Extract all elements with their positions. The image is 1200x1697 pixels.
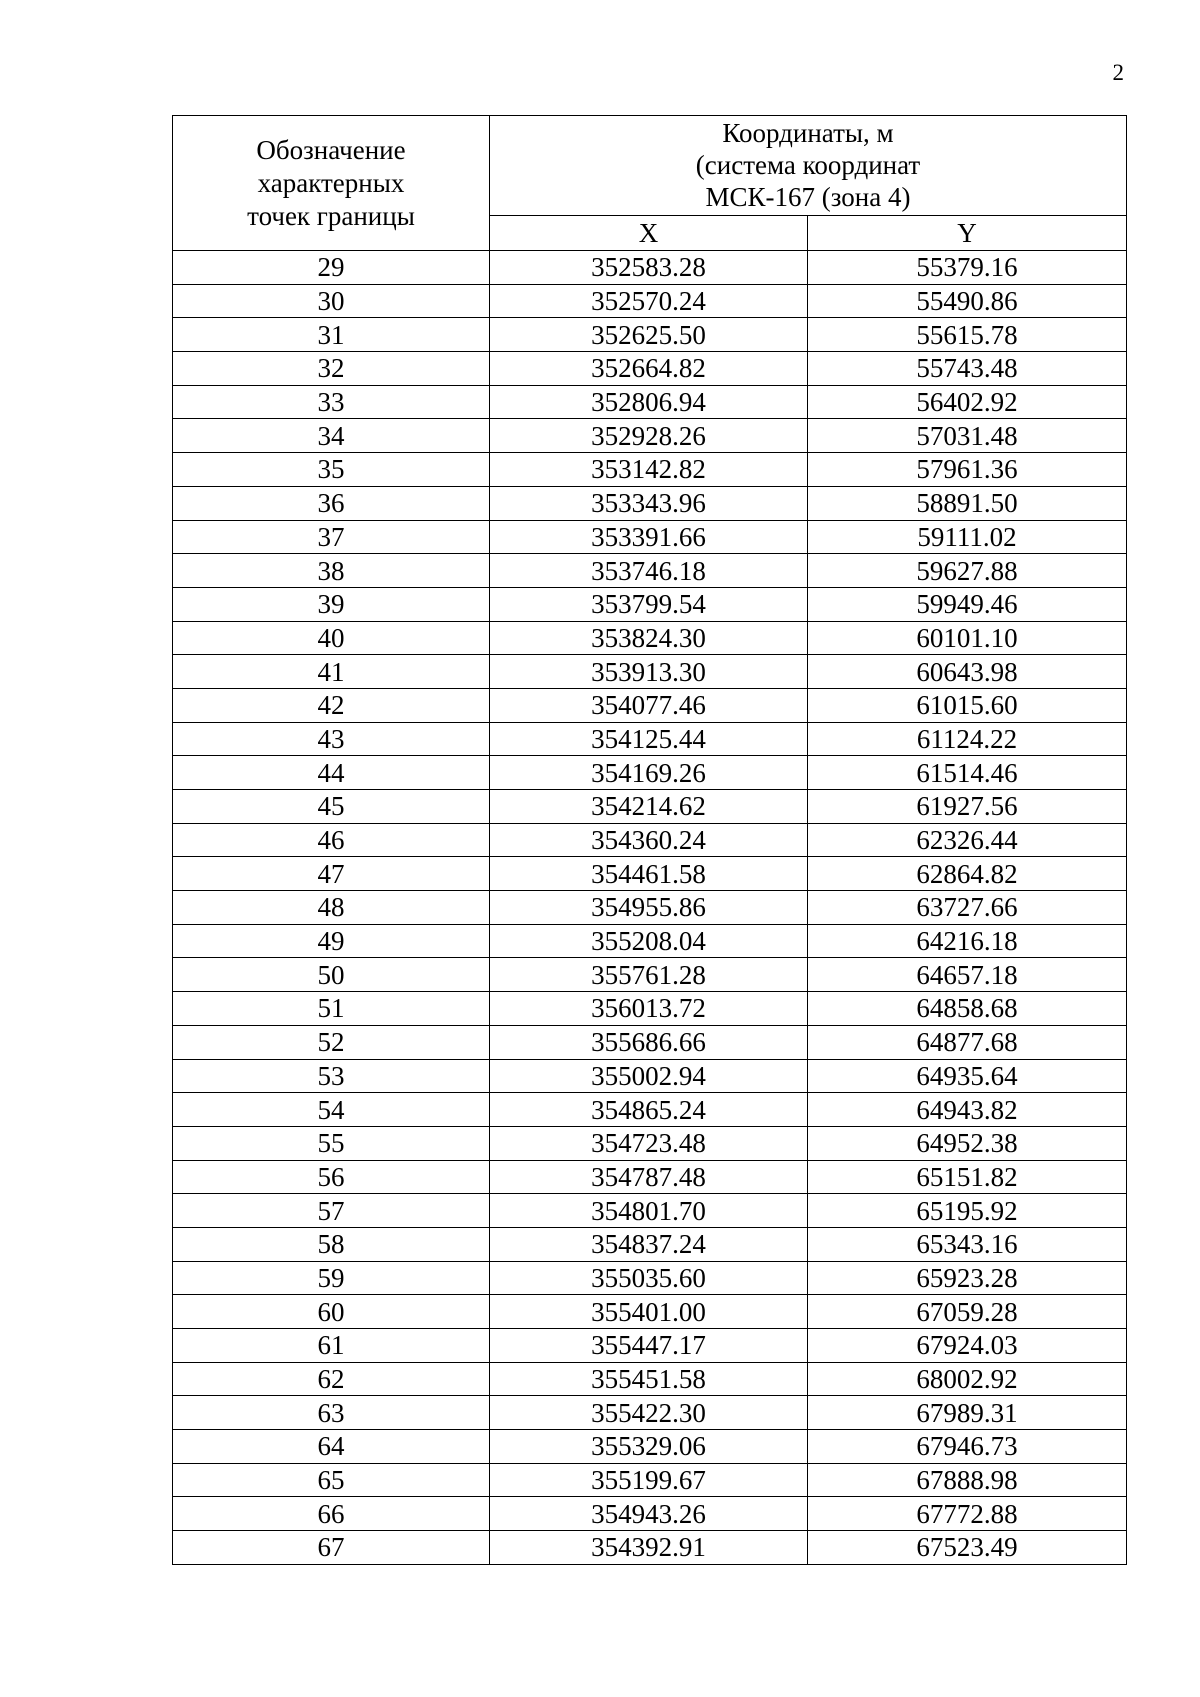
y-coordinate-cell: 64216.18 [808,924,1127,958]
x-coordinate-cell: 353391.66 [490,520,808,554]
y-coordinate-cell: 64877.68 [808,1025,1127,1059]
y-coordinate-cell: 63727.66 [808,891,1127,925]
point-cell: 49 [173,924,490,958]
point-cell: 41 [173,655,490,689]
point-cell: 48 [173,891,490,925]
x-coordinate-cell: 352928.26 [490,419,808,453]
x-coordinate-cell: 354077.46 [490,688,808,722]
x-coordinate-cell: 355422.30 [490,1396,808,1430]
y-coordinate-cell: 55490.86 [808,284,1127,318]
table-row [173,891,1127,925]
y-coordinate-cell: 65195.92 [808,1194,1127,1228]
table-row [173,621,1127,655]
table-row [173,722,1127,756]
y-coordinate-cell: 57961.36 [808,453,1127,487]
table-row [173,1396,1127,1430]
point-cell: 65 [173,1463,490,1497]
table-row [173,419,1127,453]
y-coordinate-cell: 56402.92 [808,385,1127,419]
table-row [173,1059,1127,1093]
x-coordinate-cell: 353746.18 [490,554,808,588]
table-row [173,992,1127,1026]
x-coordinate-cell: 354125.44 [490,722,808,756]
x-coordinate-cell: 355451.58 [490,1362,808,1396]
table-row [173,284,1127,318]
y-coordinate-cell: 62864.82 [808,857,1127,891]
table-row [173,1194,1127,1228]
x-coordinate-cell: 354787.48 [490,1160,808,1194]
point-cell: 46 [173,823,490,857]
point-cell: 53 [173,1059,490,1093]
table-row [173,486,1127,520]
table-row [173,1261,1127,1295]
y-coordinate-cell: 55379.16 [808,251,1127,285]
coordinates-table [172,115,1127,1565]
x-coordinate-cell: 353824.30 [490,621,808,655]
x-coordinate-cell: 354943.26 [490,1497,808,1531]
table-row [173,554,1127,588]
point-cell: 62 [173,1362,490,1396]
y-coordinate-cell: 60643.98 [808,655,1127,689]
point-cell: 56 [173,1160,490,1194]
point-cell: 59 [173,1261,490,1295]
point-cell: 36 [173,486,490,520]
x-coordinate-cell: 355002.94 [490,1059,808,1093]
y-coordinate-cell: 62326.44 [808,823,1127,857]
y-coordinate-cell: 64858.68 [808,992,1127,1026]
table-row [173,1463,1127,1497]
coordinates-header-line-3: МСК-167 (зона 4) [705,182,911,213]
point-cell: 42 [173,688,490,722]
table-body [173,251,1127,1565]
table-row [173,1531,1127,1565]
table-row [173,688,1127,722]
table-row [173,1497,1127,1531]
y-coordinate-cell: 67924.03 [808,1329,1127,1363]
table-row [173,857,1127,891]
x-coordinate-cell: 354169.26 [490,756,808,790]
x-coordinate-cell: 355686.66 [490,1025,808,1059]
table-row [173,453,1127,487]
point-cell: 60 [173,1295,490,1329]
x-coordinate-cell: 353343.96 [490,486,808,520]
table-row [173,1126,1127,1160]
x-coordinate-cell: 355329.06 [490,1430,808,1464]
point-cell: 37 [173,520,490,554]
point-cell: 58 [173,1227,490,1261]
point-cell: 55 [173,1126,490,1160]
y-coordinate-cell: 55743.48 [808,352,1127,386]
x-coordinate-cell: 353142.82 [490,453,808,487]
table-row [173,1329,1127,1363]
x-coordinate-cell: 353799.54 [490,587,808,621]
header-row-top [173,116,1127,216]
x-coordinate-cell: 354837.24 [490,1227,808,1261]
x-coordinate-cell: 354360.24 [490,823,808,857]
x-coordinate-cell: 354723.48 [490,1126,808,1160]
x-coordinate-cell: 352664.82 [490,352,808,386]
table-row [173,823,1127,857]
y-coordinate-cell: 67059.28 [808,1295,1127,1329]
point-cell: 39 [173,587,490,621]
table-row [173,352,1127,386]
table-row [173,385,1127,419]
x-column-header: X [490,215,808,250]
point-cell: 30 [173,284,490,318]
point-cell: 35 [173,453,490,487]
point-cell: 63 [173,1396,490,1430]
y-coordinate-cell: 64935.64 [808,1059,1127,1093]
y-coordinate-cell: 57031.48 [808,419,1127,453]
table-row [173,1430,1127,1464]
y-coordinate-cell: 67772.88 [808,1497,1127,1531]
point-cell: 45 [173,790,490,824]
x-coordinate-cell: 354461.58 [490,857,808,891]
table-row [173,1362,1127,1396]
point-cell: 44 [173,756,490,790]
y-coordinate-cell: 67523.49 [808,1531,1127,1565]
y-coordinate-cell: 61927.56 [808,790,1127,824]
point-cell: 32 [173,352,490,386]
y-coordinate-cell: 67989.31 [808,1396,1127,1430]
x-coordinate-cell: 352570.24 [490,284,808,318]
designation-header-line-3: точек границы [247,200,415,231]
point-cell: 43 [173,722,490,756]
x-coordinate-cell: 355199.67 [490,1463,808,1497]
point-cell: 51 [173,992,490,1026]
point-cell: 54 [173,1093,490,1127]
x-coordinate-cell: 354392.91 [490,1531,808,1565]
table-row [173,1295,1127,1329]
y-coordinate-cell: 67888.98 [808,1463,1127,1497]
coordinates-header-line-1: Координаты, м [722,118,894,149]
y-coordinate-cell: 59627.88 [808,554,1127,588]
point-cell: 67 [173,1531,490,1565]
y-coordinate-cell: 55615.78 [808,318,1127,352]
point-cell: 64 [173,1430,490,1464]
x-coordinate-cell: 355761.28 [490,958,808,992]
designation-header-line-1: Обозначение [256,134,406,165]
y-coordinate-cell: 61015.60 [808,688,1127,722]
y-coordinate-cell: 60101.10 [808,621,1127,655]
table-row [173,251,1127,285]
point-cell: 38 [173,554,490,588]
x-coordinate-cell: 355447.17 [490,1329,808,1363]
x-coordinate-cell: 355401.00 [490,1295,808,1329]
x-coordinate-cell: 354955.86 [490,891,808,925]
point-cell: 40 [173,621,490,655]
table-row [173,924,1127,958]
x-coordinate-cell: 352583.28 [490,251,808,285]
y-coordinate-cell: 65343.16 [808,1227,1127,1261]
table-row [173,1160,1127,1194]
designation-header [173,116,490,251]
point-cell: 33 [173,385,490,419]
point-cell: 66 [173,1497,490,1531]
y-coordinate-cell: 65151.82 [808,1160,1127,1194]
coordinates-header [490,116,1127,216]
point-cell: 31 [173,318,490,352]
designation-header-line-2: характерных [257,167,405,198]
x-coordinate-cell: 352625.50 [490,318,808,352]
table-row [173,1227,1127,1261]
table-row [173,587,1127,621]
y-coordinate-cell: 64943.82 [808,1093,1127,1127]
y-coordinate-cell: 67946.73 [808,1430,1127,1464]
y-coordinate-cell: 68002.92 [808,1362,1127,1396]
point-cell: 47 [173,857,490,891]
y-coordinate-cell: 61124.22 [808,722,1127,756]
table-row [173,655,1127,689]
y-coordinate-cell: 65923.28 [808,1261,1127,1295]
point-cell: 50 [173,958,490,992]
table-row [173,318,1127,352]
x-coordinate-cell: 353913.30 [490,655,808,689]
table-row [173,520,1127,554]
table-row [173,1025,1127,1059]
x-coordinate-cell: 355208.04 [490,924,808,958]
y-coordinate-cell: 64952.38 [808,1126,1127,1160]
x-coordinate-cell: 354801.70 [490,1194,808,1228]
y-coordinate-cell: 58891.50 [808,486,1127,520]
y-coordinate-cell: 59111.02 [808,520,1127,554]
point-cell: 57 [173,1194,490,1228]
table-row [173,958,1127,992]
page-number: 2 [1112,60,1124,85]
x-coordinate-cell: 356013.72 [490,992,808,1026]
point-cell: 61 [173,1329,490,1363]
x-coordinate-cell: 354865.24 [490,1093,808,1127]
point-cell: 34 [173,419,490,453]
point-cell: 52 [173,1025,490,1059]
table-row [173,1093,1127,1127]
coordinates-header-line-2: (система координат [695,150,921,181]
point-cell: 29 [173,251,490,285]
x-coordinate-cell: 355035.60 [490,1261,808,1295]
x-coordinate-cell: 354214.62 [490,790,808,824]
table-row [173,756,1127,790]
table-row [173,790,1127,824]
x-coordinate-cell: 352806.94 [490,385,808,419]
y-coordinate-cell: 61514.46 [808,756,1127,790]
y-column-header: Y [808,215,1127,250]
y-coordinate-cell: 64657.18 [808,958,1127,992]
y-coordinate-cell: 59949.46 [808,587,1127,621]
table-header [173,116,1127,251]
